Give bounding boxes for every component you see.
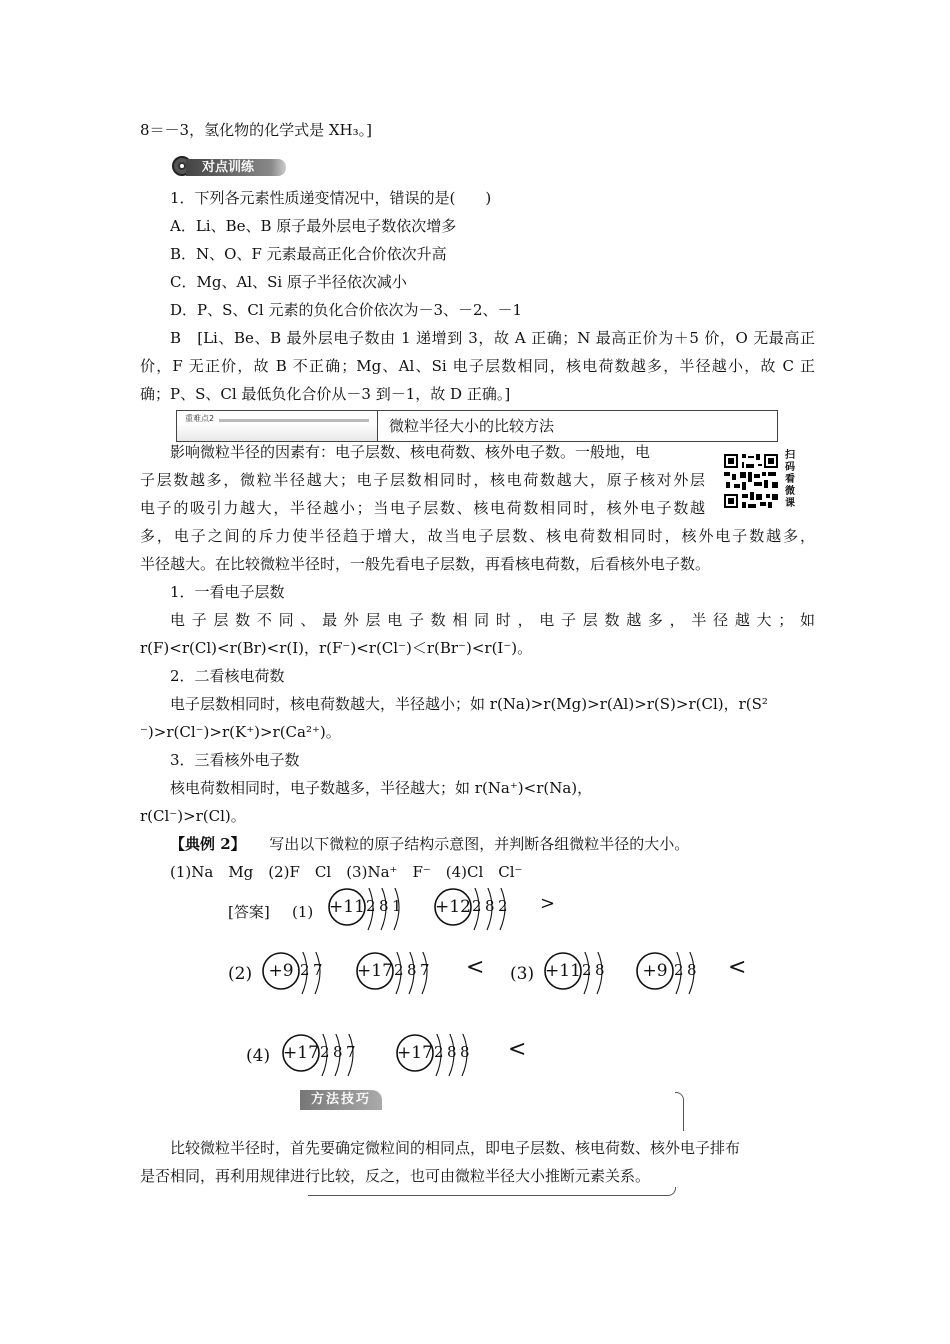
shell-electron-count: 7: [346, 1043, 356, 1061]
rule-1-example: r(F)<r(Cl)<r(Br)<r(I)，r(F⁻)<r(Cl⁻)＜r(Br⁻)<r(I⁻)。: [140, 639, 533, 657]
shell-electron-count: 8: [333, 1043, 343, 1061]
shell-electron-count: 8: [379, 897, 389, 915]
atom-diagram-4-a: [282, 1034, 369, 1074]
example-header: [170, 830, 815, 858]
rule-2-heading: 2．二看核电荷数: [170, 667, 285, 685]
group-4-label: (4): [246, 1046, 271, 1066]
answer-line-3: 确；P、S、Cl 最低负化合价从－3 到－1，故 D 正确。]: [140, 385, 511, 403]
shell-electron-count: 2: [582, 961, 592, 979]
option-b: B．N、O、F 元素最高正化合价依次升高: [170, 245, 447, 263]
nucleus-charge: +9: [268, 961, 294, 981]
method-tip-line-2: 是否相同，再利用规律进行比较，反之，也可由微粒半径大小推断元素关系。: [140, 1167, 651, 1185]
example-title: 【典例 2】: [170, 835, 246, 853]
example-prompt: 写出以下微粒的原子结构示意图，并判断各组微粒半径的大小。: [269, 835, 690, 853]
group-2-label: (2): [228, 964, 253, 984]
atom-diagram-1-a: [328, 888, 415, 928]
rule-2-text: 电子层数相同时，核电荷数越大，半径越小；如 r(Na)>r(Mg)>r(Al)>r(S)>r(Cl)，r(S²: [170, 695, 768, 713]
topic-title: 微粒半径大小的比较方法: [389, 417, 555, 435]
rule-1-heading: 1．一看电子层数: [170, 583, 285, 601]
shell-electron-count: 2: [300, 961, 310, 979]
atom-diagram-2-b: [356, 952, 443, 992]
practice-badge: [168, 156, 288, 178]
shell-electron-count: 2: [366, 897, 376, 915]
shell-electron-count: 2: [394, 961, 404, 979]
intro-line-2: 子层数越多，微粒半径越大；电子层数相同时，核电荷数越大，原子核对外层: [140, 471, 705, 489]
rule-1-text: 电子层数不同、最外层电子数相同时，电子层数越多，半径越大；如: [170, 611, 815, 629]
answer-label: [答案]: [228, 903, 270, 921]
group-3-label: (3): [510, 964, 535, 984]
atom-diagram-2-a: [262, 952, 336, 992]
shell-electron-count: 8: [687, 961, 697, 979]
tip-bracket-right: [675, 1092, 684, 1131]
practice-badge-label: 对点训练: [186, 159, 286, 176]
group-2-sign: <: [466, 955, 485, 980]
shell-electron-count: 7: [420, 961, 430, 979]
option-c: C．Mg、Al、Si 原子半径依次减小: [170, 273, 407, 291]
shell-electron-count: 2: [472, 897, 482, 915]
topic-tag-label: 重难点2: [185, 414, 215, 423]
topic-tag-bar: [219, 419, 369, 422]
atom-diagram-3-b: [636, 952, 710, 992]
nucleus-charge: +11: [329, 897, 365, 917]
nucleus-charge: +17: [357, 961, 393, 981]
qr-label: 扫码看微课: [785, 450, 795, 509]
method-tip-label: 方法技巧: [300, 1090, 382, 1110]
continued-answer-line: 8＝－3，氢化物的化学式是 XH₃。]: [140, 121, 372, 139]
shell-electron-count: 2: [674, 961, 684, 979]
shell-electron-count: 2: [320, 1043, 330, 1061]
nucleus-charge: +17: [283, 1043, 319, 1063]
nucleus-charge: +9: [642, 961, 668, 981]
option-d: D．P、S、Cl 元素的负化合价依次为－3、－2、－1: [170, 301, 523, 319]
rule-2-example: ⁻)>r(Cl⁻)>r(K⁺)>r(Ca²⁺)。: [140, 723, 341, 741]
nucleus-charge: +12: [435, 897, 471, 917]
intro-line-4: 多，电子之间的斥力使半径趋于增大，故当电子层数、核电荷数相同时，核外电子数越多，: [140, 527, 815, 545]
group-3-sign: <: [728, 955, 747, 980]
option-a: A．Li、Be、B 原子最外层电子数依次增多: [170, 217, 457, 235]
atom-diagram-3-a: [544, 952, 618, 992]
group-1-sign: >: [540, 893, 556, 914]
atom-diagram-1-b: [434, 888, 521, 928]
topic-tag: [177, 411, 378, 441]
rule-3-text: 核电荷数相同时，电子数越多，半径越大；如 r(Na⁺)<r(Na)，: [170, 779, 593, 797]
nucleus-charge: +11: [545, 961, 581, 981]
atom-diagram-4-b: [396, 1034, 483, 1074]
shell-electron-count: 8: [447, 1043, 457, 1061]
intro-line-5: 半径越大。在比较微粒半径时，一般先看电子层数，再看核电荷数，后看核外电子数。: [140, 555, 711, 573]
shell-electron-count: 1: [392, 897, 402, 915]
qr-code-icon[interactable]: [722, 452, 780, 510]
intro-line-1: 影响微粒半径的因素有：电子层数、核电荷数、核外电子数。一般地，电: [170, 443, 651, 461]
group-1-label: (1): [292, 903, 314, 921]
shell-electron-count: 8: [485, 897, 495, 915]
group-4-sign: <: [508, 1037, 527, 1062]
nucleus-charge: +17: [397, 1043, 433, 1063]
shell-electron-count: 8: [407, 961, 417, 979]
rule-3-example: r(Cl⁻)>r(Cl)。: [140, 807, 246, 825]
shell-electron-count: 8: [460, 1043, 470, 1061]
rule-3-heading: 3．三看核外电子数: [170, 751, 300, 769]
shell-electron-count: 7: [313, 961, 323, 979]
practice-question: 1．下列各元素性质递变情况中，错误的是( ): [170, 189, 492, 207]
shell-electron-count: 2: [498, 897, 508, 915]
method-tip-line-1: 比较微粒半径时，首先要确定微粒间的相同点，即电子层数、核电荷数、核外电子排布: [170, 1139, 741, 1157]
shell-electron-count: 2: [434, 1043, 444, 1061]
answer-line-2: 价，F 无正价，故 B 不正确；Mg、Al、Si 电子层数相同，核电荷数越多，半径越小，故 C 正: [140, 357, 815, 375]
example-items: (1)Na Mg (2)F Cl (3)Na⁺ F⁻ (4)Cl Cl⁻: [170, 863, 523, 881]
shell-electron-count: 8: [595, 961, 605, 979]
answer-line-1: B [Li、Be、B 最外层电子数由 1 递增到 3，故 A 正确；N 最高正价为＋5 价，O 无最高正: [170, 329, 815, 347]
intro-line-3: 电子的吸引力越大，半径越小；当电子层数、核电荷数相同时，核外电子数越: [140, 499, 705, 517]
